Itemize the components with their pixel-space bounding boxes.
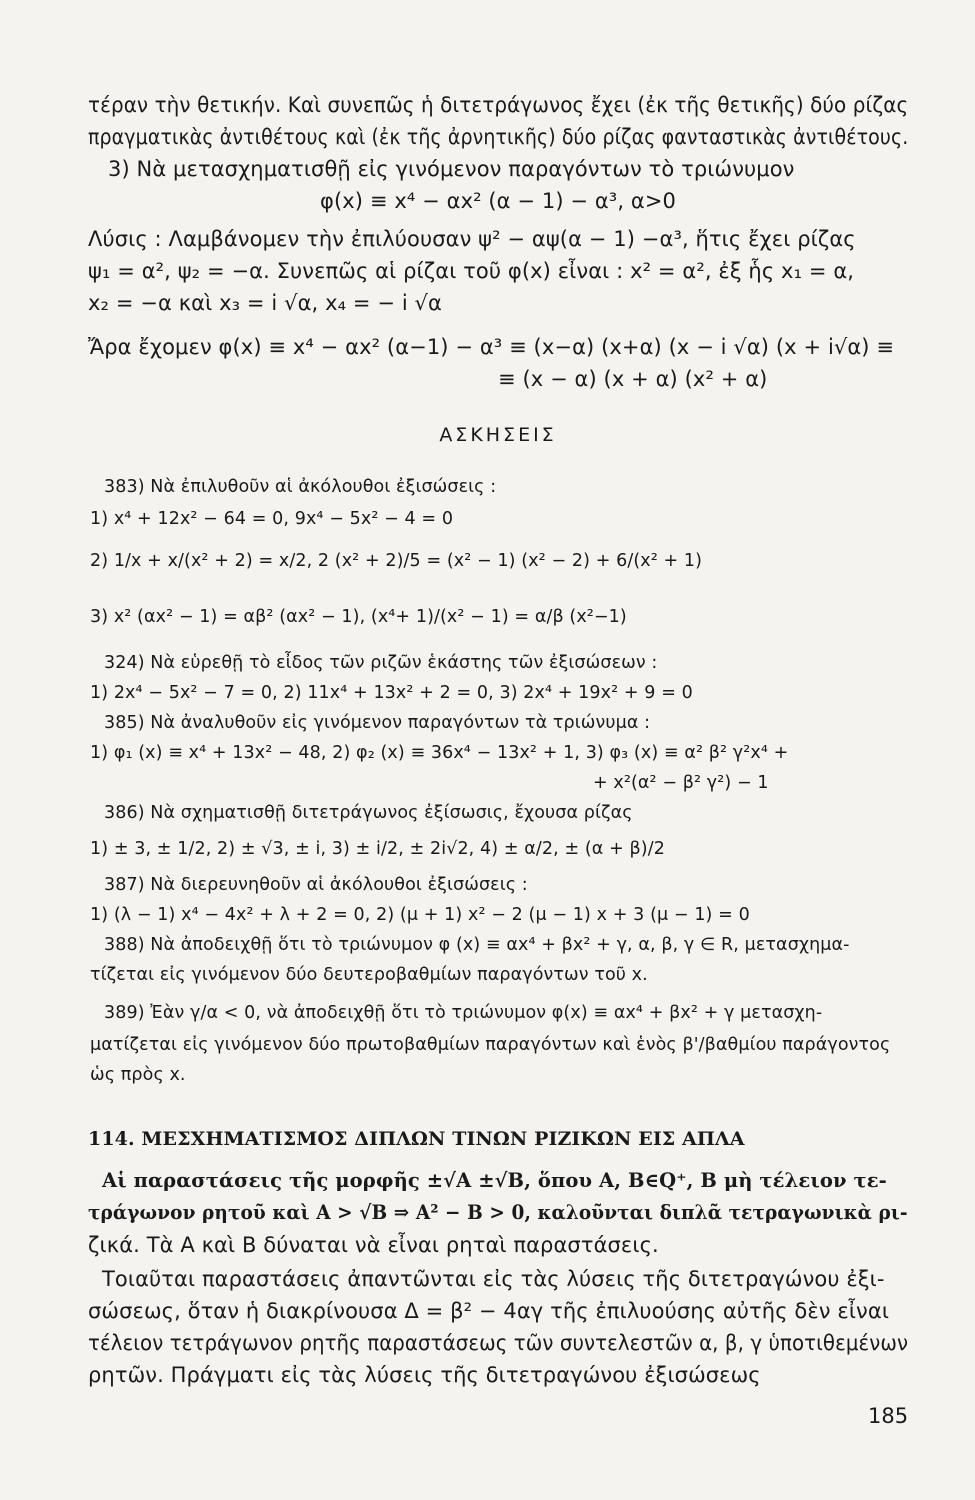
- trinomial-formula: φ(x) ≡ x⁴ − αx² (α − 1) − α³, α>0: [320, 189, 676, 213]
- definition-line-1: Αἱ παραστάσεις τῆς μορφῆς ±√A ±√B, ὅπου A, B∈Q⁺, B μὴ τέλειον τε-: [102, 1169, 887, 1192]
- exercise-388-cont: τίζεται εἰς γινόμενον δύο δευτεροβαθμίων παραγόντων τοῦ x.: [90, 965, 648, 985]
- text-line-2: πραγματικὰς ἀντιθέτους καὶ (ἐκ τῆς ἀρνητικῆς) δύο ρίζας φανταστικὰς ἀντιθέτους.: [88, 125, 909, 149]
- definition-line-2: τράγωνον ρητοῦ καὶ A > √B ⇒ A² − B > 0, καλοῦνται διπλᾶ τετραγωνικὰ ρι-: [88, 1201, 908, 1224]
- paragraph-line-1: Τοιαῦται παραστάσεις ἀπαντῶνται εἰς τὰς λύσεις τῆς διτετραγώνου ἐξι-: [102, 1267, 885, 1291]
- exercises-title: ΑΣΚΗΣΕΙΣ: [439, 424, 557, 446]
- solution-line-2: ψ₁ = α², ψ₂ = −α. Συνεπῶς αἱ ρίζαι τοῦ φ(x) εἶναι : x² = α², ἐξ ἧς x₁ = α,: [88, 259, 855, 283]
- paragraph-line-3: τέλειον τετράγωνον ρητῆς παραστάσεως τῶν συντελεστῶν α, β, γ ὑποτιθεμένων: [88, 1331, 909, 1355]
- text-line-1: τέραν τὴν θετικήν. Καὶ συνεπῶς ἡ διτετράγωνος ἔχει (ἐκ τῆς θετικῆς) δύο ρίζας: [88, 93, 909, 117]
- exercise-383: 383) Νὰ ἐπιλυθοῦν αἱ ἀκόλουθοι ἐξισώσεις :: [104, 477, 497, 497]
- exercise-385-items: 1) φ₁ (x) ≡ x⁴ + 13x² − 48, 2) φ₂ (x) ≡ 36x⁴ − 13x² + 1, 3) φ₃ (x) ≡ α² β² γ²x⁴ +: [90, 743, 789, 763]
- paragraph-line-2: σώσεως, ὅταν ἡ διακρίνουσα Δ = β² − 4αγ τῆς ἐπιλυούσης αὐτῆς δὲν εἶναι: [88, 1299, 890, 1323]
- definition-line-3: ζικά. Τὰ Α καὶ Β δύναται νὰ εἶναι ρηταὶ παραστάσεις.: [88, 1233, 659, 1257]
- exercise-386-items: 1) ± 3, ± 1/2, 2) ± √3, ± i, 3) ± i/2, ± 2i√2, 4) ± α/2, ± (α + β)/2: [90, 839, 665, 859]
- solution-line-1: Λύσις : Λαμβάνομεν τὴν ἐπιλύουσαν ψ² − αψ(α − 1) −α³, ἥτις ἔχει ρίζας: [88, 227, 856, 251]
- example-3-statement: 3) Νὰ μετασχηματισθῇ εἰς γινόμενον παραγόντων τὸ τριώνυμον: [108, 157, 795, 181]
- exercise-324: 324) Νὰ εὑρεθῇ τὸ εἶδος τῶν ριζῶν ἑκάστης τῶν ἐξισώσεων :: [104, 653, 658, 673]
- exercise-388: 388) Νὰ ἀποδειχθῇ ὅτι τὸ τριώνυμον φ (x) ≡ αx⁴ + βx² + γ, α, β, γ ∈ R, μετασχημα-: [104, 935, 850, 955]
- result-line-1: Ἄρα ἔχομεν φ(x) ≡ x⁴ − αx² (α−1) − α³ ≡ (x−α) (x+α) (x − i √α) (x + i√α) ≡: [88, 335, 895, 359]
- exercise-385: 385) Νὰ ἀναλυθοῦν εἰς γινόμενον παραγόντων τὰ τριώνυμα :: [104, 713, 651, 733]
- exercise-385-cont: + x²(α² − β² γ²) − 1: [593, 773, 769, 793]
- paragraph-line-4: ρητῶν. Πράγματι εἰς τὰς λύσεις τῆς διτετραγώνου ἐξισώσεως: [88, 1363, 761, 1387]
- exercise-389: 389) Ἐὰν γ/α < 0, νὰ ἀποδειχθῇ ὅτι τὸ τριώνυμον φ(x) ≡ αx⁴ + βx² + γ μετασχη-: [104, 1003, 823, 1023]
- exercise-387-items: 1) (λ − 1) x⁴ − 4x² + λ + 2 = 0, 2) (μ + 1) x² − 2 (μ − 1) x + 3 (μ − 1) = 0: [90, 905, 750, 925]
- page-number: 185: [868, 1404, 909, 1428]
- exercise-389-cont: ματίζεται εἰς γινόμενον δύο πρωτοβαθμίων παραγόντων καὶ ἑνὸς β'/βαθμίου παράγοντος: [90, 1035, 891, 1055]
- result-line-2: ≡ (x − α) (x + α) (x² + α): [498, 367, 768, 391]
- exercise-383-1: 1) x⁴ + 12x² − 64 = 0, 9x⁴ − 5x² − 4 = 0: [90, 509, 454, 529]
- section-heading: 114. ΜΕΣΧΗΜΑΤΙΣΜΟΣ ΔΙΠΛΩΝ ΤΙΝΩΝ ΡΙΖΙΚΩΝ ΕΙΣ ΑΠΛΑ: [88, 1128, 745, 1150]
- exercise-386: 386) Νὰ σχηματισθῇ διτετράγωνος ἐξίσωσις, ἔχουσα ρίζας: [104, 803, 633, 823]
- exercise-383-2: 2) 1/x + x/(x² + 2) = x/2, 2 (x² + 2)/5 = (x² − 1) (x² − 2) + 6/(x² + 1): [90, 551, 703, 571]
- exercise-383-3: 3) x² (αx² − 1) = αβ² (αx² − 1), (x⁴+ 1)/(x² − 1) = α/β (x²−1): [90, 607, 627, 627]
- solution-line-3: x₂ = −α καὶ x₃ = i √α, x₄ = − i √α: [88, 291, 442, 315]
- exercise-387: 387) Νὰ διερευνηθοῦν αἱ ἀκόλουθοι ἐξισώσεις :: [104, 875, 528, 895]
- exercise-389-end: ὡς πρὸς x.: [90, 1065, 186, 1085]
- exercise-324-items: 1) 2x⁴ − 5x² − 7 = 0, 2) 11x⁴ + 13x² + 2 = 0, 3) 2x⁴ + 19x² + 9 = 0: [90, 683, 693, 703]
